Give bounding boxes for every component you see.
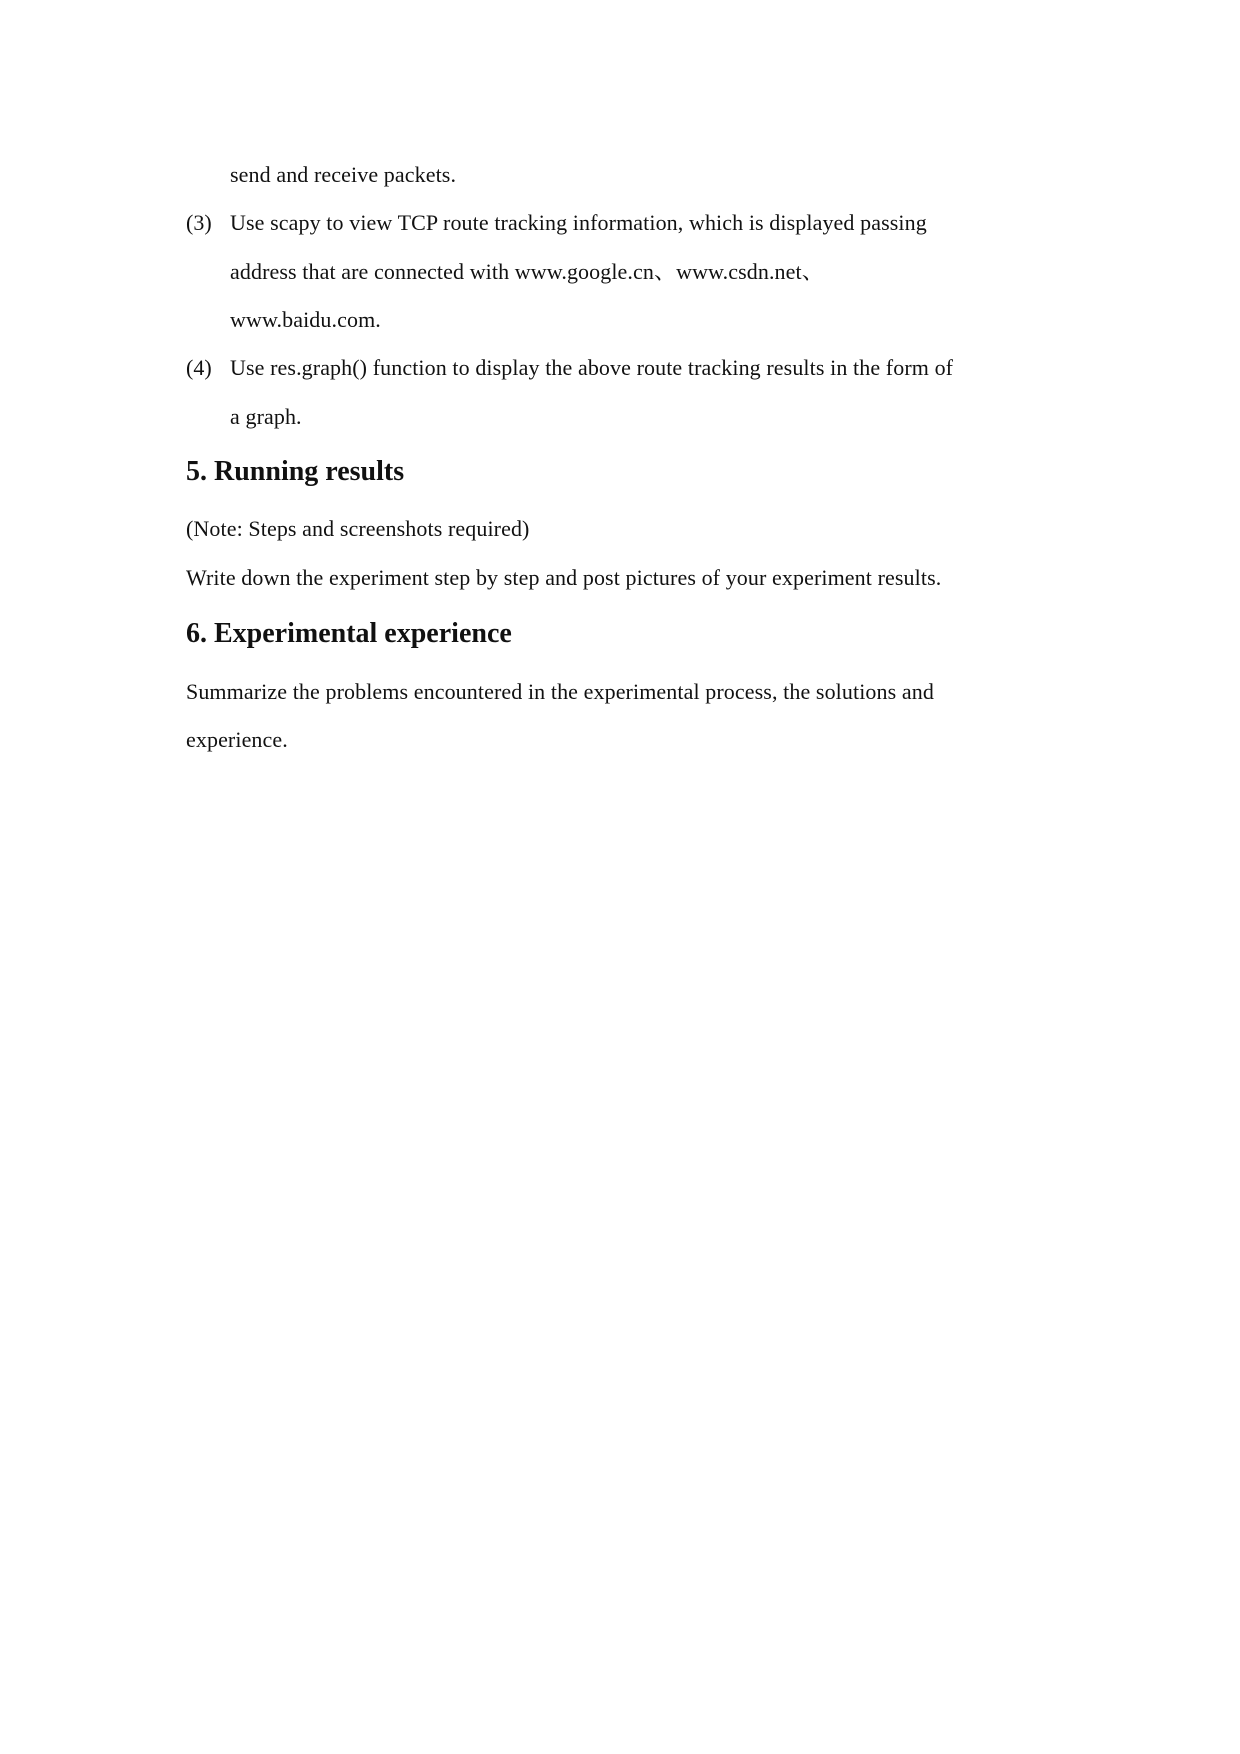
step-4-line-1: Use res.graph() function to display the above route tracking results in the form of: [230, 355, 954, 380]
step-3-number: (3): [186, 210, 212, 235]
section-5-text: Write down the experiment step by step and post pictures of your experiment results.: [186, 565, 942, 590]
section-5-heading: 5. Running results: [186, 456, 405, 487]
step-4-line-2: a graph.: [230, 404, 302, 429]
continuation-line: send and receive packets.: [230, 162, 457, 187]
step-3-line-2: address that are connected with www.google.cn、www.csdn.net、: [230, 259, 824, 284]
section-6-line-1: Summarize the problems encountered in the experimental process, the solutions and: [186, 679, 934, 704]
section-6-line-2: experience.: [186, 727, 288, 752]
section-5-note: (Note: Steps and screenshots required): [186, 516, 530, 541]
step-3-line-1: Use scapy to view TCP route tracking information, which is displayed passing: [230, 210, 927, 235]
step-4-number: (4): [186, 355, 212, 380]
section-6-heading: 6. Experimental experience: [186, 618, 512, 649]
step-3-line-3: www.baidu.com.: [230, 307, 381, 332]
